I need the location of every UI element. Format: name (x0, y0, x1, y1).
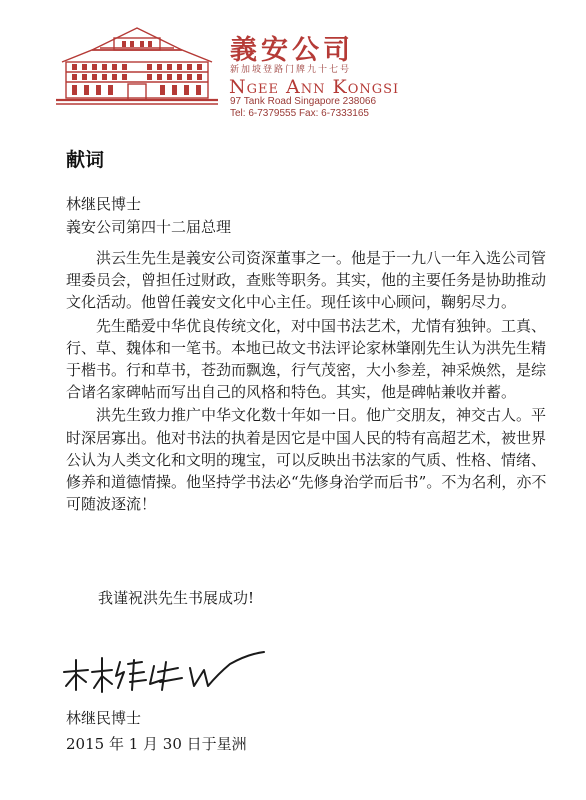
paragraph: 先生酷爱中华优良传统文化，对中国书法艺术，尤情有独钟。工真、行、草、魏体和一笔书。本地已故文书法评论家林肇刚先生认为洪先生精于楷书。行和草书，苍劲而飘逸，行气茂密，大小参差，神采焕然，是综合诸名家碑帖而写出自己的风格和特色。其实，他是碑帖兼收并蓄。 (66, 316, 547, 402)
paragraph: 洪云生先生是義安公司资深董事之一。他是于一九八一年入选公司管理委员会，曾担任过财政，查账等职务。其实，他的主要任务是协助推动文化活动。他曾任義安文化中心主任。现任该中心顾问，鞠躬尽力。 (66, 249, 547, 312)
page-title: 献词 (66, 149, 105, 171)
signoff-date: 2015 年 1 月 30 日于星洲 (66, 735, 247, 753)
org-name-cn: 義安公司 (230, 35, 354, 66)
letter-body (66, 247, 550, 516)
tel-fax: Tel: 6-7379555 Fax: 6-7333165 (230, 108, 369, 119)
building-logo-icon (52, 20, 222, 112)
closing-line: 我谨祝洪先生书展成功! (98, 589, 255, 607)
handwritten-signature (58, 650, 268, 700)
paragraph: 洪先生致力推广中华文化数十年如一日。他广交朋友，神交古人。平时深居寡出。他对书法的执着是因它是中国人民的特有高超艺术，被世界公认为人类文化和文明的瑰宝，可以反映出书法家的气质、性格、情绪、修养和道德情操。他坚持学书法必“先修身治学而后书”。不为名利，亦不可随波逐流！ (66, 406, 547, 514)
author-name: 林继民博士 (66, 195, 142, 213)
author-position: 義安公司第四十二届总理 (66, 218, 232, 236)
org-name-en: Ngee Ann Kongsi (229, 76, 400, 98)
address-en: 97 Tank Road Singapore 238066 (230, 96, 377, 107)
letterhead (0, 0, 586, 125)
signoff-name: 林继民博士 (66, 709, 142, 727)
address-cn: 新加坡登路门牌九十七号 (230, 65, 352, 75)
